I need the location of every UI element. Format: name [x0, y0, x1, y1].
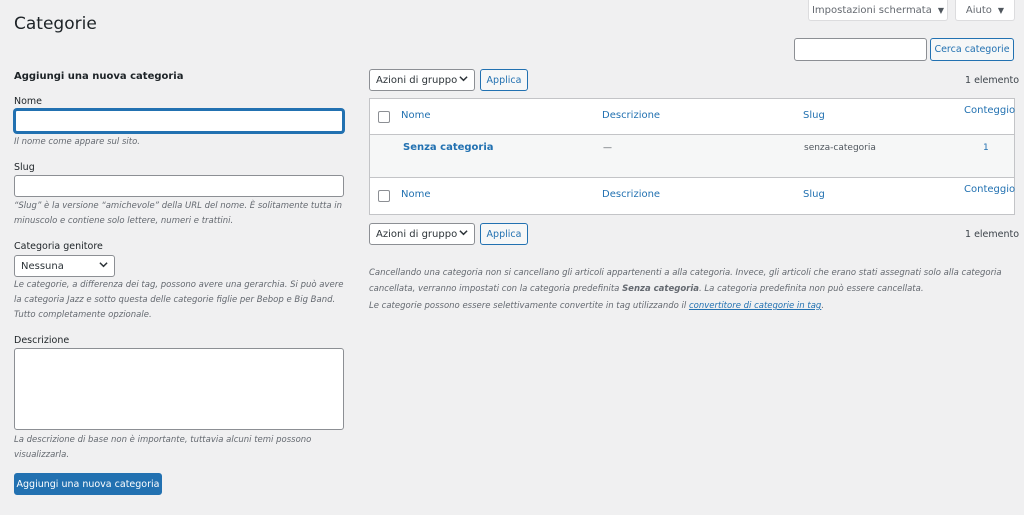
chevron-down-icon — [459, 74, 468, 86]
description-label: Descrizione — [14, 335, 70, 346]
parent-label: Categoria genitore — [14, 241, 103, 252]
search-input[interactable] — [794, 38, 927, 61]
category-description: — — [603, 143, 612, 153]
description-help-2: visualizzarla. — [14, 450, 70, 460]
parent-help-3: Tutto completamente opzionale. — [14, 310, 152, 320]
column-description-header[interactable]: Descrizione — [602, 110, 661, 121]
parent-select-value: Nessuna — [21, 260, 64, 272]
table-footer-row — [370, 178, 1014, 215]
column-description-footer[interactable]: Descrizione — [602, 189, 661, 200]
delete-note-text-3: . La categoria predefinita non può essere cancellata. — [699, 284, 924, 294]
chevron-down-icon — [459, 228, 468, 240]
categories-table — [369, 98, 1015, 215]
slug-help-2: minuscolo e contiene solo lettere, numeri e trattini. — [14, 216, 234, 226]
slug-label: Slug — [14, 162, 35, 173]
category-converter-link[interactable]: convertitore di categorie in tag — [688, 301, 822, 311]
category-slug: senza-categoria — [804, 143, 876, 153]
bulk-actions-select-bottom[interactable] — [369, 223, 475, 245]
name-label: Nome — [14, 96, 43, 107]
help-button[interactable] — [955, 0, 1015, 21]
item-count-bottom: 1 elemento — [965, 229, 1020, 240]
convert-note-end: . — [821, 301, 825, 311]
column-name-footer[interactable]: Nome — [401, 189, 431, 200]
slug-help-1: “Slug” è la versione “amichevole” della URL del nome. È solitamente tutta in — [14, 201, 342, 211]
caret-down-icon: ▼ — [997, 5, 1005, 15]
select-all-checkbox-footer[interactable] — [378, 190, 390, 202]
parent-select[interactable] — [14, 255, 115, 277]
parent-help-1: Le categorie, a differenza dei tag, possono avere una gerarchia. Si può avere — [14, 280, 344, 290]
screen-options-label: Impostazioni schermata — [811, 4, 932, 16]
category-name-link[interactable]: Senza categoria — [403, 142, 494, 153]
description-help-1: La descrizione di base non è importante, tuttavia alcuni temi possono — [14, 435, 312, 445]
convert-note — [369, 298, 1009, 314]
column-slug-header[interactable]: Slug — [803, 110, 825, 121]
add-category-button[interactable]: Aggiungi una nuova categoria — [14, 473, 162, 495]
bulk-actions-select-top[interactable] — [369, 69, 475, 91]
default-category-name: Senza categoria — [622, 284, 700, 294]
name-help: Il nome come appare sul sito. — [14, 137, 140, 147]
help-label: Aiuto — [965, 4, 992, 16]
name-field[interactable] — [14, 109, 344, 133]
caret-down-icon: ▼ — [937, 5, 945, 15]
delete-note-text-2: cancellata, verranno impostati con la categoria predefinita — [369, 284, 620, 294]
parent-help-2: la categoria Jazz e sotto questa delle categorie figlie per Bebop e Big Band. — [14, 295, 336, 305]
table-header-row — [370, 99, 1014, 135]
bulk-actions-value: Azioni di gruppo — [376, 74, 458, 86]
column-name-header[interactable]: Nome — [401, 110, 431, 121]
convert-note-text: Le categorie possono essere selettivamente convertite in tag utilizzando il — [369, 301, 687, 311]
table-row — [370, 135, 1014, 178]
bulk-actions-value: Azioni di gruppo — [376, 228, 458, 240]
add-category-heading: Aggiungi una nuova categoria — [14, 71, 184, 82]
page-title: Categorie — [14, 14, 97, 34]
apply-button-top[interactable]: Applica — [480, 69, 528, 91]
item-count-top: 1 elemento — [965, 75, 1020, 86]
category-count-link[interactable]: 1 — [983, 143, 989, 153]
column-count-footer[interactable]: Conteggio — [964, 184, 1016, 195]
apply-button-bottom[interactable]: Applica — [480, 223, 528, 245]
select-all-checkbox[interactable] — [378, 111, 390, 123]
search-button[interactable]: Cerca categorie — [930, 38, 1014, 61]
chevron-down-icon — [99, 260, 108, 272]
screen-options-button[interactable] — [808, 0, 948, 21]
delete-note-text-1: Cancellando una categoria non si cancellano gli articoli appartenenti a alla categoria. Invece, gli articoli che erano stati assegnati solo alla categoria — [369, 268, 1002, 278]
slug-field[interactable] — [14, 175, 344, 197]
column-count-header[interactable]: Conteggio — [964, 105, 1016, 116]
delete-note — [369, 265, 1009, 297]
column-slug-footer[interactable]: Slug — [803, 189, 825, 200]
description-field[interactable] — [14, 348, 344, 430]
